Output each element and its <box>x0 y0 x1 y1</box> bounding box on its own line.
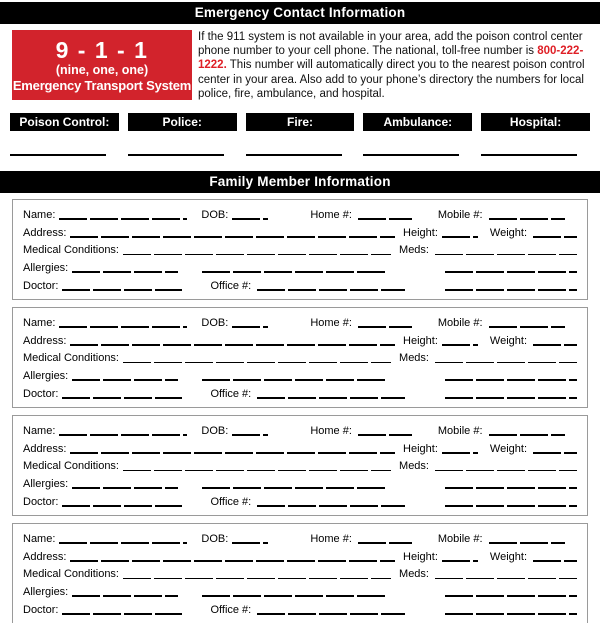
allergies-blank-line <box>72 595 178 597</box>
name-blank-line <box>59 218 187 220</box>
height-blank-line <box>442 236 478 238</box>
mobile-phone-blank-line <box>489 434 565 436</box>
weight-blank-line <box>533 452 577 454</box>
home-phone-blank-line <box>358 434 412 436</box>
doctor-row <box>23 599 577 617</box>
meds-blank-line <box>435 470 577 472</box>
meds-label: Meds: <box>399 568 429 581</box>
intro-section <box>12 30 588 101</box>
meds-continuation-line-2 <box>445 397 577 399</box>
office-phone-blank-line <box>257 613 405 615</box>
home-phone-label: Home #: <box>310 424 352 437</box>
medical-conditions-blank-line <box>123 254 391 256</box>
contact-column-hospital <box>481 113 590 156</box>
address-blank-line <box>70 560 395 562</box>
medical-conditions-row <box>23 564 577 582</box>
allergies-row <box>23 473 577 491</box>
family-member-list <box>0 199 600 623</box>
height-label: Height: <box>403 550 438 563</box>
office-phone-blank-line <box>257 505 405 507</box>
911-spelled-out: (nine, one, one) <box>55 62 149 77</box>
name-label: Name: <box>23 208 56 221</box>
meds-label: Meds: <box>399 460 429 473</box>
dob-blank-line <box>232 326 268 328</box>
address-label: Address: <box>23 442 67 455</box>
allergies-continuation-line <box>202 487 387 489</box>
medical-conditions-label: Medical Conditions: <box>23 460 119 473</box>
height-blank-line <box>442 452 478 454</box>
allergies-blank-line <box>72 379 178 381</box>
address-blank-line <box>70 236 395 238</box>
mobile-phone-blank-line <box>489 218 565 220</box>
family-member-block-1 <box>12 199 588 300</box>
meds-blank-line <box>435 578 577 580</box>
meds-blank-line <box>435 362 577 364</box>
home-phone-label: Home #: <box>310 532 352 545</box>
mobile-phone-label: Mobile #: <box>437 208 483 221</box>
address-label: Address: <box>23 334 67 347</box>
height-blank-line <box>442 344 478 346</box>
medical-conditions-blank-line <box>123 578 391 580</box>
weight-label: Weight: <box>489 442 527 455</box>
meds-label: Meds: <box>399 244 429 257</box>
doctor-label: Doctor: <box>23 604 59 616</box>
dob-blank-line <box>232 434 268 436</box>
name-blank-line <box>59 326 187 328</box>
home-phone-blank-line <box>358 326 412 328</box>
contact-number-blank-line <box>128 154 224 156</box>
meds-continuation-line-2 <box>445 289 577 291</box>
office-phone-label: Office #: <box>210 496 252 508</box>
meds-continuation-line-1 <box>445 379 577 381</box>
name-row <box>23 420 577 438</box>
doctor-blank-line <box>62 613 182 615</box>
emergency-numbers-row <box>10 113 590 156</box>
doctor-blank-line <box>62 397 182 399</box>
poison-control-paragraph <box>198 30 588 101</box>
address-row <box>23 546 577 564</box>
mobile-phone-label: Mobile #: <box>437 424 483 437</box>
family-member-block-2 <box>12 307 588 408</box>
meds-blank-line <box>435 254 577 256</box>
mobile-phone-label: Mobile #: <box>437 532 483 545</box>
medical-conditions-blank-line <box>123 470 391 472</box>
paragraph-text-before: If the 911 system is not available in your area, add the poison control center phone number to your cell phone. The national, toll-free number is <box>198 31 583 58</box>
allergies-continuation-line <box>202 271 387 273</box>
contact-label-box: Poison Control: <box>10 113 119 131</box>
meds-continuation-line-1 <box>445 487 577 489</box>
doctor-row <box>23 491 577 509</box>
911-emergency-box <box>12 30 192 100</box>
dob-label: DOB: <box>201 208 229 221</box>
contact-column-poisoncontrol <box>10 113 119 156</box>
doctor-label: Doctor: <box>23 496 59 508</box>
dob-label: DOB: <box>201 316 229 329</box>
allergies-label: Allergies: <box>23 478 69 491</box>
contact-column-ambulance <box>363 113 472 156</box>
medical-conditions-row <box>23 456 577 474</box>
doctor-blank-line <box>62 289 182 291</box>
dob-label: DOB: <box>201 424 229 437</box>
meds-continuation-line-2 <box>445 505 577 507</box>
poison-control-phone-number: 800-222-1222. <box>198 45 584 72</box>
name-row <box>23 528 577 546</box>
name-label: Name: <box>23 316 56 329</box>
home-phone-label: Home #: <box>310 208 352 221</box>
allergies-row <box>23 257 577 275</box>
weight-blank-line <box>533 344 577 346</box>
contact-label-box: Hospital: <box>481 113 590 131</box>
allergies-row <box>23 581 577 599</box>
contact-column-police <box>128 113 237 156</box>
911-number: 9 - 1 - 1 <box>55 36 149 63</box>
mobile-phone-label: Mobile #: <box>437 316 483 329</box>
height-label: Height: <box>403 226 438 239</box>
medical-conditions-label: Medical Conditions: <box>23 352 119 365</box>
contact-number-blank-line <box>10 154 106 156</box>
medical-conditions-row <box>23 348 577 366</box>
medical-conditions-label: Medical Conditions: <box>23 244 119 257</box>
weight-label: Weight: <box>489 334 527 347</box>
mobile-phone-blank-line <box>489 326 565 328</box>
name-label: Name: <box>23 424 56 437</box>
office-phone-blank-line <box>257 289 405 291</box>
family-section-bar <box>0 171 600 193</box>
911-caption: Emergency Transport System <box>12 77 192 93</box>
allergies-continuation-line <box>202 595 387 597</box>
allergies-continuation-line <box>202 379 387 381</box>
office-phone-label: Office #: <box>210 280 252 292</box>
doctor-label: Doctor: <box>23 388 59 400</box>
family-member-block-4 <box>12 523 588 623</box>
office-phone-blank-line <box>257 397 405 399</box>
contact-column-fire <box>246 113 355 156</box>
address-label: Address: <box>23 226 67 239</box>
doctor-blank-line <box>62 505 182 507</box>
height-blank-line <box>442 560 478 562</box>
contact-label-box: Police: <box>128 113 237 131</box>
medical-conditions-row <box>23 240 577 258</box>
dob-blank-line <box>232 218 268 220</box>
address-blank-line <box>70 344 395 346</box>
doctor-label: Doctor: <box>23 280 59 292</box>
allergies-blank-line <box>72 487 178 489</box>
doctor-row <box>23 275 577 293</box>
dob-label: DOB: <box>201 532 229 545</box>
height-label: Height: <box>403 334 438 347</box>
name-blank-line <box>59 434 187 436</box>
paragraph-text-after: This number will automatically direct you to the nearest poison control center in your area. Also add to your phone’s directory the numbers for local police, fire, ambulance, and hospital. <box>198 59 585 100</box>
weight-blank-line <box>533 236 577 238</box>
family-member-block-3 <box>12 415 588 516</box>
weight-label: Weight: <box>489 226 527 239</box>
meds-continuation-line-2 <box>445 613 577 615</box>
allergies-label: Allergies: <box>23 586 69 599</box>
office-phone-label: Office #: <box>210 604 252 616</box>
meds-continuation-line-1 <box>445 595 577 597</box>
contact-label-box: Fire: <box>246 113 355 131</box>
contact-number-blank-line <box>363 154 459 156</box>
contact-label-box: Ambulance: <box>363 113 472 131</box>
home-phone-blank-line <box>358 542 412 544</box>
page-title: Emergency Contact Information <box>194 5 406 20</box>
name-row <box>23 312 577 330</box>
height-label: Height: <box>403 442 438 455</box>
header-bar <box>0 2 600 24</box>
address-row <box>23 222 577 240</box>
meds-continuation-line-1 <box>445 271 577 273</box>
contact-number-blank-line <box>246 154 342 156</box>
mobile-phone-blank-line <box>489 542 565 544</box>
contact-number-blank-line <box>481 154 577 156</box>
allergies-label: Allergies: <box>23 262 69 275</box>
doctor-row <box>23 383 577 401</box>
allergies-row <box>23 365 577 383</box>
name-blank-line <box>59 542 187 544</box>
address-label: Address: <box>23 550 67 563</box>
name-row <box>23 204 577 222</box>
address-row <box>23 330 577 348</box>
medical-conditions-blank-line <box>123 362 391 364</box>
weight-blank-line <box>533 560 577 562</box>
home-phone-label: Home #: <box>310 316 352 329</box>
medical-conditions-label: Medical Conditions: <box>23 568 119 581</box>
address-row <box>23 438 577 456</box>
allergies-blank-line <box>72 271 178 273</box>
allergies-label: Allergies: <box>23 370 69 383</box>
meds-label: Meds: <box>399 352 429 365</box>
home-phone-blank-line <box>358 218 412 220</box>
office-phone-label: Office #: <box>210 388 252 400</box>
address-blank-line <box>70 452 395 454</box>
dob-blank-line <box>232 542 268 544</box>
name-label: Name: <box>23 532 56 545</box>
family-section-title: Family Member Information <box>209 174 391 190</box>
weight-label: Weight: <box>489 550 527 563</box>
